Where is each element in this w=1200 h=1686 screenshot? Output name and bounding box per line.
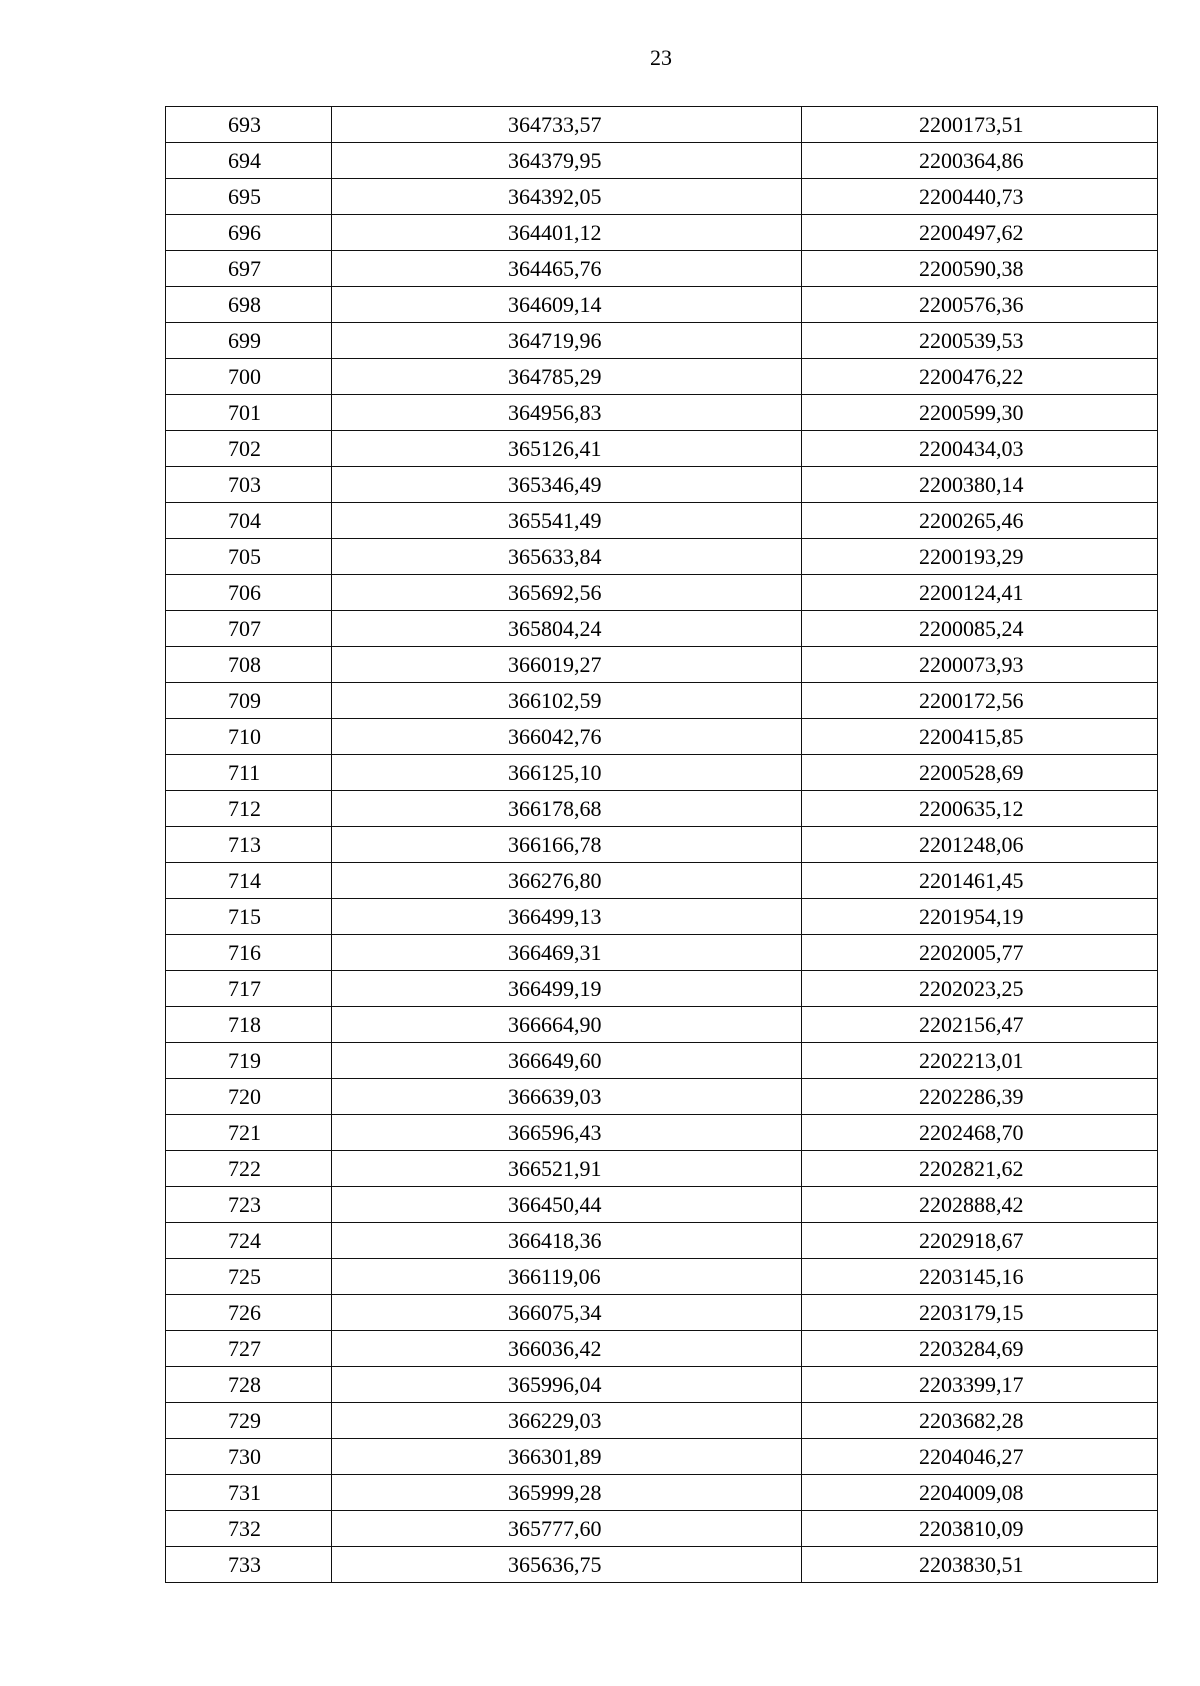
point-number-cell: 716 [166, 935, 332, 971]
table-row [166, 1331, 1158, 1367]
x-coordinate-cell: 2202005,77 [802, 935, 1158, 971]
table-row [166, 935, 1158, 971]
table-row [166, 1007, 1158, 1043]
table-row [166, 179, 1158, 215]
point-number-cell: 703 [166, 467, 332, 503]
point-number-cell: 715 [166, 899, 332, 935]
table-row [166, 323, 1158, 359]
x-coordinate-cell: 2200085,24 [802, 611, 1158, 647]
x-coordinate-cell: 2200434,03 [802, 431, 1158, 467]
table-row [166, 1043, 1158, 1079]
table-row [166, 1367, 1158, 1403]
table-row [166, 683, 1158, 719]
table-row [166, 719, 1158, 755]
y-coordinate-cell: 364609,14 [332, 287, 802, 323]
table-row [166, 359, 1158, 395]
x-coordinate-cell: 2200599,30 [802, 395, 1158, 431]
point-number-cell: 721 [166, 1115, 332, 1151]
x-coordinate-cell: 2203830,51 [802, 1547, 1158, 1583]
table-row [166, 1511, 1158, 1547]
x-coordinate-cell: 2202286,39 [802, 1079, 1158, 1115]
point-number-cell: 700 [166, 359, 332, 395]
x-coordinate-cell: 2200380,14 [802, 467, 1158, 503]
y-coordinate-cell: 365633,84 [332, 539, 802, 575]
y-coordinate-cell: 364401,12 [332, 215, 802, 251]
y-coordinate-cell: 364956,83 [332, 395, 802, 431]
y-coordinate-cell: 365999,28 [332, 1475, 802, 1511]
x-coordinate-cell: 2200528,69 [802, 755, 1158, 791]
table-row [166, 1259, 1158, 1295]
point-number-cell: 696 [166, 215, 332, 251]
y-coordinate-cell: 366521,91 [332, 1151, 802, 1187]
table-row [166, 1547, 1158, 1583]
x-coordinate-cell: 2202213,01 [802, 1043, 1158, 1079]
point-number-cell: 710 [166, 719, 332, 755]
table-row [166, 755, 1158, 791]
y-coordinate-cell: 366102,59 [332, 683, 802, 719]
table-row [166, 1079, 1158, 1115]
point-number-cell: 698 [166, 287, 332, 323]
table-row [166, 215, 1158, 251]
y-coordinate-cell: 366499,13 [332, 899, 802, 935]
x-coordinate-cell: 2202888,42 [802, 1187, 1158, 1223]
y-coordinate-cell: 365636,75 [332, 1547, 802, 1583]
table-row [166, 1115, 1158, 1151]
table-row [166, 863, 1158, 899]
x-coordinate-cell: 2203682,28 [802, 1403, 1158, 1439]
x-coordinate-cell: 2200476,22 [802, 359, 1158, 395]
table-row [166, 143, 1158, 179]
point-number-cell: 720 [166, 1079, 332, 1115]
x-coordinate-cell: 2200539,53 [802, 323, 1158, 359]
x-coordinate-cell: 2203179,15 [802, 1295, 1158, 1331]
x-coordinate-cell: 2202918,67 [802, 1223, 1158, 1259]
point-number-cell: 704 [166, 503, 332, 539]
x-coordinate-cell: 2200173,51 [802, 107, 1158, 143]
point-number-cell: 709 [166, 683, 332, 719]
point-number-cell: 702 [166, 431, 332, 467]
page-number: 23 [650, 45, 672, 70]
point-number-cell: 695 [166, 179, 332, 215]
y-coordinate-cell: 364379,95 [332, 143, 802, 179]
table-row [166, 899, 1158, 935]
y-coordinate-cell: 365692,56 [332, 575, 802, 611]
point-number-cell: 728 [166, 1367, 332, 1403]
y-coordinate-cell: 365346,49 [332, 467, 802, 503]
x-coordinate-cell: 2204009,08 [802, 1475, 1158, 1511]
point-number-cell: 726 [166, 1295, 332, 1331]
y-coordinate-cell: 366596,43 [332, 1115, 802, 1151]
table-row [166, 971, 1158, 1007]
y-coordinate-cell: 366639,03 [332, 1079, 802, 1115]
table-row [166, 467, 1158, 503]
x-coordinate-cell: 2200497,62 [802, 215, 1158, 251]
point-number-cell: 727 [166, 1331, 332, 1367]
table-row [166, 1151, 1158, 1187]
table-row [166, 1475, 1158, 1511]
y-coordinate-cell: 366664,90 [332, 1007, 802, 1043]
point-number-cell: 714 [166, 863, 332, 899]
y-coordinate-cell: 365996,04 [332, 1367, 802, 1403]
point-number-cell: 713 [166, 827, 332, 863]
x-coordinate-cell: 2200635,12 [802, 791, 1158, 827]
y-coordinate-cell: 364719,96 [332, 323, 802, 359]
point-number-cell: 708 [166, 647, 332, 683]
table-row [166, 431, 1158, 467]
y-coordinate-cell: 364733,57 [332, 107, 802, 143]
x-coordinate-cell: 2200124,41 [802, 575, 1158, 611]
point-number-cell: 697 [166, 251, 332, 287]
x-coordinate-cell: 2202023,25 [802, 971, 1158, 1007]
point-number-cell: 731 [166, 1475, 332, 1511]
table-row [166, 395, 1158, 431]
x-coordinate-cell: 2200440,73 [802, 179, 1158, 215]
point-number-cell: 701 [166, 395, 332, 431]
table-row [166, 287, 1158, 323]
x-coordinate-cell: 2200415,85 [802, 719, 1158, 755]
x-coordinate-cell: 2202821,62 [802, 1151, 1158, 1187]
table-row [166, 1403, 1158, 1439]
y-coordinate-cell: 366178,68 [332, 791, 802, 827]
x-coordinate-cell: 2200590,38 [802, 251, 1158, 287]
table-row [166, 1295, 1158, 1331]
y-coordinate-cell: 365804,24 [332, 611, 802, 647]
x-coordinate-cell: 2204046,27 [802, 1439, 1158, 1475]
point-number-cell: 719 [166, 1043, 332, 1079]
y-coordinate-cell: 365777,60 [332, 1511, 802, 1547]
point-number-cell: 705 [166, 539, 332, 575]
y-coordinate-cell: 364465,76 [332, 251, 802, 287]
y-coordinate-cell: 366075,34 [332, 1295, 802, 1331]
point-number-cell: 724 [166, 1223, 332, 1259]
y-coordinate-cell: 364392,05 [332, 179, 802, 215]
y-coordinate-cell: 366450,44 [332, 1187, 802, 1223]
x-coordinate-cell: 2203284,69 [802, 1331, 1158, 1367]
point-number-cell: 730 [166, 1439, 332, 1475]
x-coordinate-cell: 2203399,17 [802, 1367, 1158, 1403]
table-row [166, 647, 1158, 683]
y-coordinate-cell: 366276,80 [332, 863, 802, 899]
table-row [166, 539, 1158, 575]
x-coordinate-cell: 2201461,45 [802, 863, 1158, 899]
x-coordinate-cell: 2202468,70 [802, 1115, 1158, 1151]
y-coordinate-cell: 365541,49 [332, 503, 802, 539]
table-row [166, 251, 1158, 287]
x-coordinate-cell: 2200193,29 [802, 539, 1158, 575]
table-row [166, 1439, 1158, 1475]
point-number-cell: 732 [166, 1511, 332, 1547]
y-coordinate-cell: 366418,36 [332, 1223, 802, 1259]
point-number-cell: 699 [166, 323, 332, 359]
y-coordinate-cell: 366469,31 [332, 935, 802, 971]
table-row [166, 503, 1158, 539]
point-number-cell: 711 [166, 755, 332, 791]
x-coordinate-cell: 2200576,36 [802, 287, 1158, 323]
table-body [166, 107, 1158, 1583]
x-coordinate-cell: 2202156,47 [802, 1007, 1158, 1043]
point-number-cell: 723 [166, 1187, 332, 1223]
x-coordinate-cell: 2200172,56 [802, 683, 1158, 719]
point-number-cell: 707 [166, 611, 332, 647]
x-coordinate-cell: 2203810,09 [802, 1511, 1158, 1547]
y-coordinate-cell: 366229,03 [332, 1403, 802, 1439]
x-coordinate-cell: 2200265,46 [802, 503, 1158, 539]
y-coordinate-cell: 366119,06 [332, 1259, 802, 1295]
y-coordinate-cell: 366036,42 [332, 1331, 802, 1367]
point-number-cell: 729 [166, 1403, 332, 1439]
table-row [166, 1187, 1158, 1223]
point-number-cell: 694 [166, 143, 332, 179]
x-coordinate-cell: 2203145,16 [802, 1259, 1158, 1295]
table-row [166, 107, 1158, 143]
y-coordinate-cell: 366042,76 [332, 719, 802, 755]
table-row [166, 575, 1158, 611]
point-number-cell: 718 [166, 1007, 332, 1043]
y-coordinate-cell: 364785,29 [332, 359, 802, 395]
point-number-cell: 722 [166, 1151, 332, 1187]
point-number-cell: 693 [166, 107, 332, 143]
point-number-cell: 733 [166, 1547, 332, 1583]
y-coordinate-cell: 366166,78 [332, 827, 802, 863]
x-coordinate-cell: 2200073,93 [802, 647, 1158, 683]
table-row [166, 827, 1158, 863]
point-number-cell: 712 [166, 791, 332, 827]
y-coordinate-cell: 366301,89 [332, 1439, 802, 1475]
y-coordinate-cell: 365126,41 [332, 431, 802, 467]
table-row [166, 1223, 1158, 1259]
point-number-cell: 717 [166, 971, 332, 1007]
y-coordinate-cell: 366649,60 [332, 1043, 802, 1079]
y-coordinate-cell: 366125,10 [332, 755, 802, 791]
x-coordinate-cell: 2201248,06 [802, 827, 1158, 863]
table-row [166, 791, 1158, 827]
coordinates-table [165, 106, 1158, 1583]
point-number-cell: 725 [166, 1259, 332, 1295]
x-coordinate-cell: 2201954,19 [802, 899, 1158, 935]
y-coordinate-cell: 366019,27 [332, 647, 802, 683]
point-number-cell: 706 [166, 575, 332, 611]
table-row [166, 611, 1158, 647]
x-coordinate-cell: 2200364,86 [802, 143, 1158, 179]
y-coordinate-cell: 366499,19 [332, 971, 802, 1007]
